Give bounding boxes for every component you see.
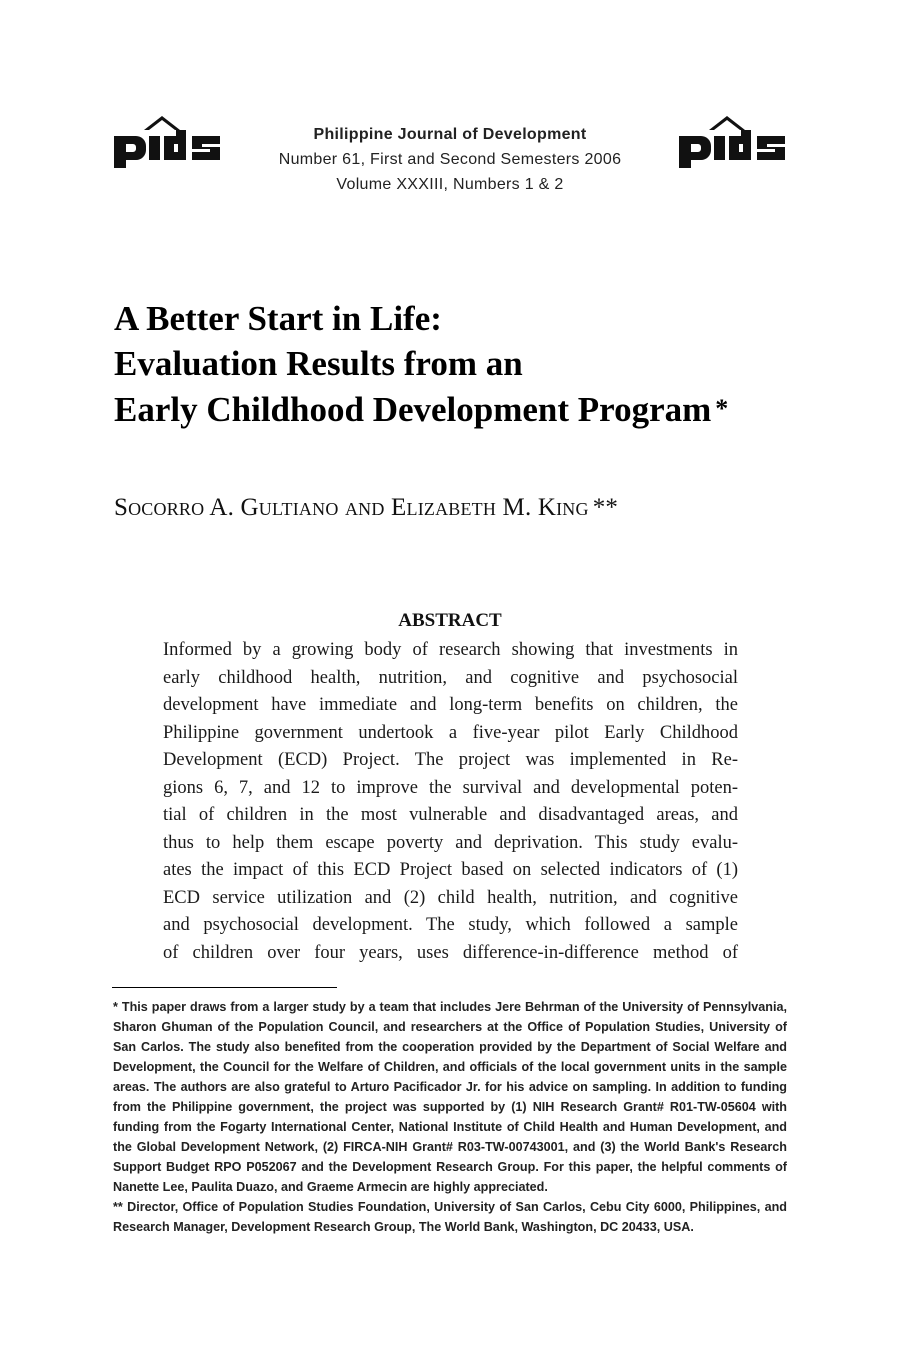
abstract-line: early childhood health, nutrition, and cognitive and psychosocial (163, 667, 738, 688)
paper-title (114, 296, 814, 432)
author-names: Socorro A. Gultiano and Elizabeth M. King (114, 494, 589, 521)
title-footnote-mark: * (715, 394, 729, 423)
pids-logo-icon (112, 114, 224, 170)
author-footnote-mark: ** (592, 494, 619, 521)
authors (114, 494, 814, 522)
journal-name: Philippine Journal of Development (313, 126, 587, 143)
title-line-3 (114, 386, 814, 432)
abstract-line: Informed by a growing body of research showing that investments in (163, 640, 738, 660)
journal-volume: Volume XXXIII, Numbers 1 & 2 (336, 176, 564, 193)
title-line-2: Evaluation Results from an (114, 344, 523, 383)
abstract-line: of children over four years, uses difference-in-difference method of (163, 942, 738, 963)
pids-logo-right (677, 114, 789, 170)
journal-issue: Number 61, First and Second Semesters 2006 (278, 151, 622, 168)
abstract-line: Development (ECD) Project. The project was implemented in Re- (163, 750, 738, 770)
journal-header (250, 122, 650, 197)
abstract-line: Philippine government undertook a five-year pilot Early Childhood (163, 722, 738, 743)
abstract-line: thus to help them escape poverty and deprivation. This study evalu- (163, 832, 738, 853)
abstract-line: and psychosocial development. The study, which followed a sample (163, 915, 738, 935)
footnote-divider (112, 987, 337, 988)
abstract-heading: ABSTRACT (398, 610, 502, 631)
title-line-1: A Better Start in Life: (114, 299, 442, 338)
abstract-line: ECD service utilization and (2) child health, nutrition, and cognitive (163, 887, 738, 908)
footnote-acknowledgements: * This paper draws from a larger study by a team that includes Jere Behrman of the University of Pennsylvania, Sharon Ghuman of the Population Council, and researchers at the Office of Population Studies, University of San Carlos. The study also benefited from the cooperation provided by the Department of Social Welfare and Development, the Council for the Welfare of Children, and officials of the local government units in the sample areas. The authors are also grateful to Arturo Pacificador Jr. for his advice on sampling. In addition to funding from the Philippine government, the project was supported by (1) NIH Research Grant# R01-TW-05604 with funding from the Fogarty International Center, National Institute of Child Health and Human Development, and the Global Development Network, (2) FIRCA-NIH Grant# R03-TW-00743001, and (3) the World Bank's Research Support Budget RPO P052067 and the Development Research Group. For this paper, the helpful comments of Nanette Lee, Paulita Duazo, and Graeme Armecin are highly appreciated. (113, 1000, 787, 1194)
abstract-line: development have immediate and long-term benefits on children, the (163, 695, 738, 715)
abstract-line: gions 6, 7, and 12 to improve the survival and developmental poten- (163, 777, 738, 798)
pids-logo-icon (677, 114, 789, 170)
abstract-body (163, 637, 738, 967)
abstract-line: ates the impact of this ECD Project based on selected indicators of (1) (163, 860, 738, 880)
pids-logo-left (112, 114, 224, 170)
abstract-line: tial of children in the most vulnerable and disadvantaged areas, and (163, 805, 738, 825)
footnotes (113, 997, 787, 1237)
title-line-3-text: Early Childhood Development Program (114, 390, 712, 429)
footnote-affiliations: ** Director, Office of Population Studies Foundation, University of San Carlos, Cebu City 6000, Philippines, and Research Manager, Development Research Group, The World Bank, Washington, DC 20433, USA. (113, 1200, 787, 1234)
